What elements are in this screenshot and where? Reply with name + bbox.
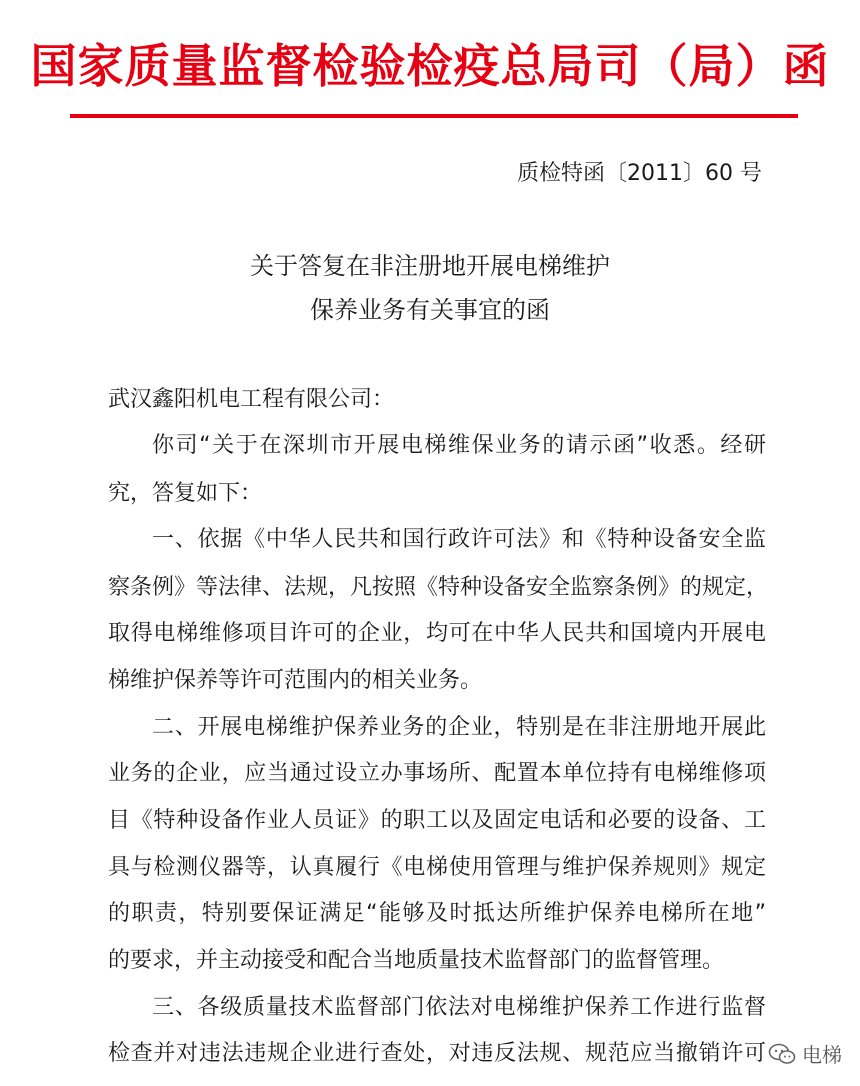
document-title-line-1: 关于答复在非注册地开展电梯维护 [250,252,610,280]
recipient: 武汉鑫阳机电工程有限公司： [108,387,395,412]
watermark-label: 电梯 [802,1043,842,1067]
watermark [768,1039,842,1068]
letterhead-title: 国家质量监督检验检疫总局司（局）函 [30,39,830,93]
document-title-line-2: 保养业务有关事宜的函 [310,296,550,324]
body-line: 检查并对违法违规企业进行查处，对违反法规、规范应当撤销许可 [108,1041,766,1066]
body-line: 二、开展电梯维护保养业务的企业，特别是在非注册地开展此 [152,715,766,740]
body-line: 究，答复如下： [108,481,263,506]
body-line: 三、各级质量技术监督部门依法对电梯维护保养工作进行监督 [152,995,766,1020]
body-line: 的要求，并主动接受和配合当地质量技术监督部门的监督管理。 [108,948,725,973]
body-line: 具与检测仪器等，认真履行《电梯使用管理与维护保养规则》规定 [108,855,766,880]
body-line: 梯维护保养等许可范围内的相关业务。 [108,668,483,693]
body-line: 察条例》等法律、法规，凡按照《特种设备安全监察条例》的规定， [108,575,769,600]
body-line: 取得电梯维修项目许可的企业，均可在中华人民共和国境内开展电 [108,621,766,646]
letterhead-rule [70,114,798,118]
body-line: 一、依据《中华人民共和国行政许可法》和《特种设备安全监 [152,527,766,552]
body-line: 的职责，特别要保证满足“能够及时抵达所维护保养电梯所在地” [108,901,766,926]
body-line: 目《特种设备作业人员证》的职工以及固定电话和必要的设备、工 [108,808,766,833]
body-line: 你司“关于在深圳市开展电梯维保业务的请示函”收悉。经研 [152,433,766,458]
document-number: 质检特函〔2011〕60 号 [517,161,762,186]
body-line: 业务的企业，应当通过设立办事场所、配置本单位持有电梯维修项 [108,761,766,786]
wechat-icon [768,1043,796,1065]
